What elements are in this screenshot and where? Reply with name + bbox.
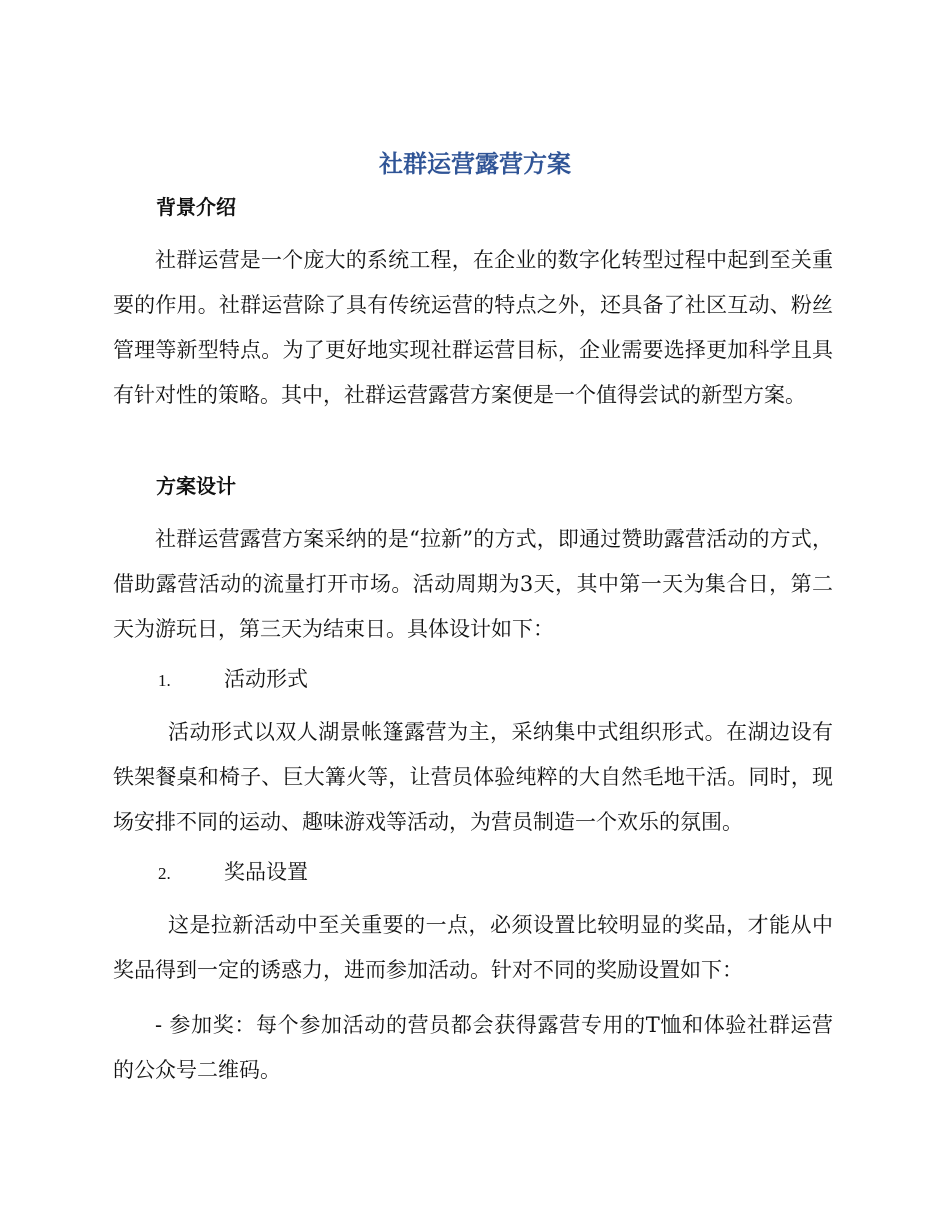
paragraph-design: 社群运营露营方案采纳的是“拉新”的方式，即通过赞助露营活动的方式，借助露营活动的流量打开市场。活动周期为3天，其中第一天为集合日，第二天为游玩日，第三天为结束日。具体设计如下： [113,527,833,641]
paragraph-participation-award: - 参加奖：每个参加活动的营员都会获得露营专用的T恤和体验社群运营的公众号二维码。 [113,1013,833,1082]
section-heading-design: 方案设计 [156,474,236,498]
list-label: 奖品设置 [224,860,308,884]
list-number: 2. [158,864,171,883]
list-item-activity-form [158,664,308,696]
paragraph-background: 社群运营是一个庞大的系统工程，在企业的数字化转型过程中起到至关重要的作用。社群运营除了具有传统运营的特点之外，还具备了社区互动、粉丝管理等新型特点。为了更好地实现社群运营目标，企业需要选择更加科学且具有针对性的策略。其中，社群运营露营方案便是一个值得尝试的新型方案。 [113,248,833,407]
list-number: 1. [158,671,171,690]
section-heading-background: 背景介绍 [156,195,236,219]
list-label: 活动形式 [224,667,308,691]
paragraph-activity-form: 活动形式以双人湖景帐篷露营为主，采纳集中式组织形式。在湖边设有铁架餐桌和椅子、巨大篝火等，让营员体验纯粹的大自然毛地干活。同时，现场安排不同的运动、趣味游戏等活动，为营员制造一个欢乐的氛围。 [113,720,833,834]
document-title: 社群运营露营方案 [379,150,571,178]
paragraph-prize-setting: 这是拉新活动中至关重要的一点，必须设置比较明显的奖品，才能从中奖品得到一定的诱惑力，进而参加活动。针对不同的奖励设置如下： [113,913,833,982]
list-item-prize-setting [158,857,308,889]
